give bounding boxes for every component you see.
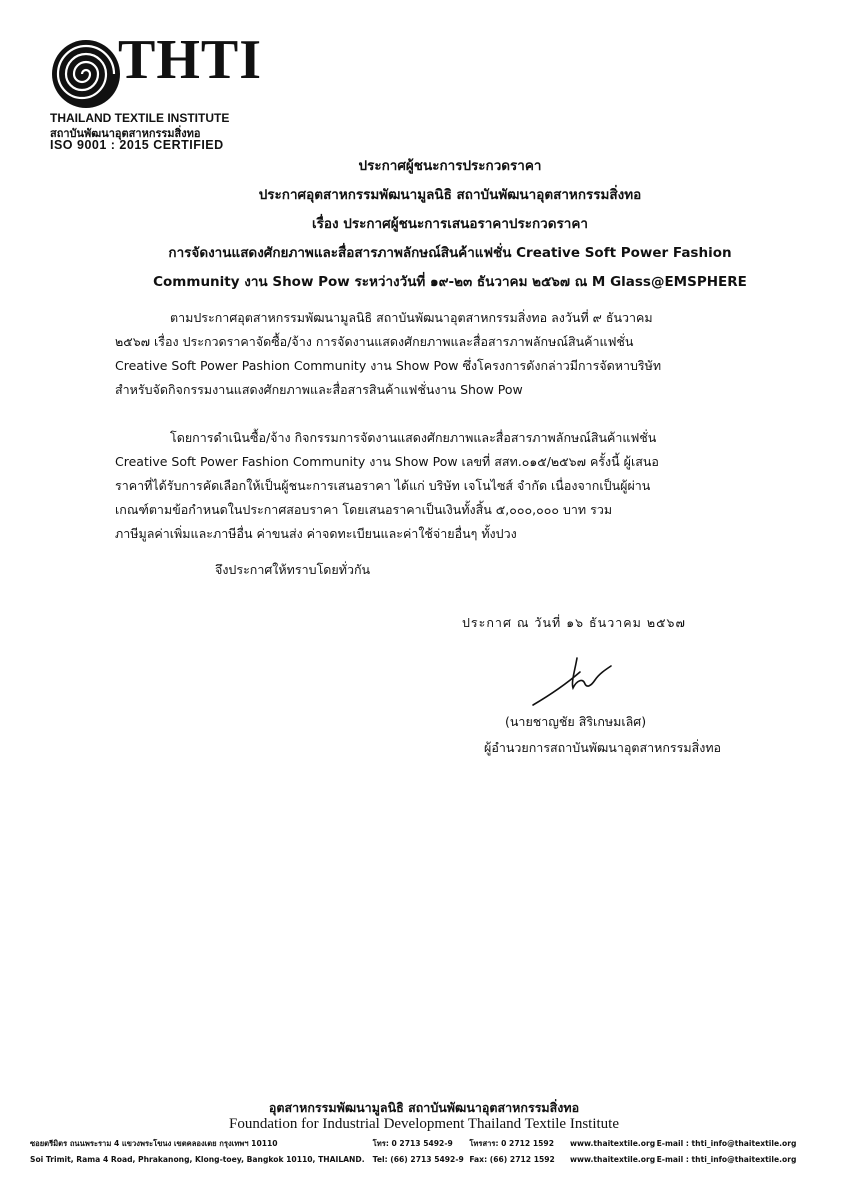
- title-line-1: ประกาศผู้ชนะการประกวดราคา: [358, 158, 542, 174]
- footer-org-thai: อุตสาหกรรมพัฒนามูลนิธิ สถาบันพัฒนาอุตสาหกรรมสิ่งทอ: [268, 1100, 580, 1115]
- paragraph-line: ๒๕๖๗ เรื่อง ประกวดราคาจัดซื้อ/จ้าง การจัดงานแสดงศักยภาพและสื่อสารภาพลักษณ์สินค้าแฟชั่น: [115, 334, 634, 349]
- footer-website[interactable]: www.thaitextile.org: [569, 1155, 656, 1164]
- title-line-2: ประกาศอุตสาหกรรมพัฒนามูลนิธิ สถาบันพัฒนาอุตสาหกรรมสิ่งทอ: [258, 187, 642, 203]
- footer-fax-thai: โทรสาร: 0 2712 1592: [469, 1139, 554, 1148]
- signer-position: ผู้อำนวยการสถาบันพัฒนาอุตสาหกรรมสิ่งทอ: [484, 740, 722, 755]
- logo-subtitle-en: THAILAND TEXTILE INSTITUTE: [50, 111, 230, 125]
- paragraph-line: ภาษีมูลค่าเพิ่มและภาษีอื่น ค่าขนส่ง ค่าจดทะเบียนและค่าใช้จ่ายอื่นๆ ทั้งปวง: [115, 526, 517, 541]
- footer-email[interactable]: E-mail : thti_info@thaitextile.org: [656, 1139, 797, 1148]
- footer-org-english: Foundation for Industrial Development Thailand Textile Institute: [229, 1116, 619, 1132]
- footer-contact-thai: [30, 1138, 796, 1150]
- iso-certification: ISO 9001 : 2015 CERTIFIED: [50, 138, 224, 152]
- paragraph-line: ตามประกาศอุตสาหกรรมพัฒนามูลนิธิ สถาบันพัฒนาอุตสาหกรรมสิ่งทอ ลงวันที่ ๙ ธันวาคม: [170, 310, 653, 325]
- paragraph-1: [115, 306, 730, 402]
- footer-address-thai: ซอยตรีมิตร ถนนพระราม 4 แขวงพระโขนง เขตคลองเตย กรุงเทพฯ 10110: [30, 1139, 278, 1148]
- paragraph-line: Creative Soft Power Pashion Community งาน Show Pow ซึ่งโครงการดังกล่าวมีการจัดหาบริษัท: [115, 358, 662, 373]
- closing-statement: จึงประกาศให้ทราบโดยทั่วกัน: [215, 562, 371, 577]
- paragraph-line: สำหรับจัดกิจกรรมงานแสดงศักยภาพและสื่อสารสินค้าแฟชั่นงาน Show Pow: [115, 382, 523, 397]
- footer-address-english: Soi Trimit, Rama 4 Road, Phrakanong, Klong-toey, Bangkok 10110, THAILAND.: [30, 1155, 365, 1164]
- footer-fax-english: Fax: (66) 2712 1592: [469, 1155, 555, 1164]
- footer-email[interactable]: E-mail : thti_info@thaitextile.org: [656, 1155, 797, 1164]
- title-line-5: Community งาน Show Pow ระหว่างวันที่ ๑๙-๒๓ ธันวาคม ๒๕๖๗ ณ M Glass@EMSPHERE: [153, 274, 747, 290]
- title-line-3: เรื่อง ประกาศผู้ชนะการเสนอราคาประกวดราคา: [312, 216, 588, 232]
- footer-tel-thai: โทร: 0 2713 5492-9: [372, 1139, 453, 1148]
- paragraph-line: โดยการดำเนินซื้อ/จ้าง กิจกรรมการจัดงานแสดงศักยภาพและสื่อสารภาพลักษณ์สินค้าแฟชั่น: [170, 430, 657, 445]
- document-title: [90, 152, 810, 297]
- signature-image: [525, 650, 625, 710]
- signer-name: (นายชาญชัย สิริเกษมเลิศ): [505, 714, 647, 729]
- paragraph-2: [115, 426, 730, 546]
- footer-website[interactable]: www.thaitextile.org: [569, 1139, 656, 1148]
- paragraph-line: ราคาที่ได้รับการคัดเลือกให้เป็นผู้ชนะการเสนอราคา ได้แก่ บริษัท เจโนไซส์ จำกัด เนื่องจากเป็นผู้ผ่าน: [115, 478, 651, 493]
- logo-wordmark: THTI: [118, 29, 263, 91]
- paragraph-line: Creative Soft Power Fashion Community งาน Show Pow เลขที่ สสท.๐๑๕/๒๕๖๗ ครั้งนี้ ผู้เสนอ: [115, 454, 659, 469]
- footer-tel-english: Tel: (66) 2713 5492-9: [372, 1155, 464, 1164]
- spiral-logo-icon: [50, 38, 122, 110]
- footer-contact-english: [30, 1155, 796, 1164]
- announcement-date: ประกาศ ณ วันที่ ๑๖ ธันวาคม ๒๕๖๗: [462, 615, 686, 630]
- logo-subtitle-th: สถาบันพัฒนาอุตสาหกรรมสิ่งทอ: [50, 127, 201, 140]
- title-line-4: การจัดงานแสดงศักยภาพและสื่อสารภาพลักษณ์สินค้าแฟชั่น Creative Soft Power Fashion: [168, 245, 732, 261]
- paragraph-line: เกณฑ์ตามข้อกำหนดในประกาศสอบราคา โดยเสนอราคาเป็นเงินทั้งสิ้น ๕,๐๐๐,๐๐๐ บาท รวม: [115, 502, 613, 517]
